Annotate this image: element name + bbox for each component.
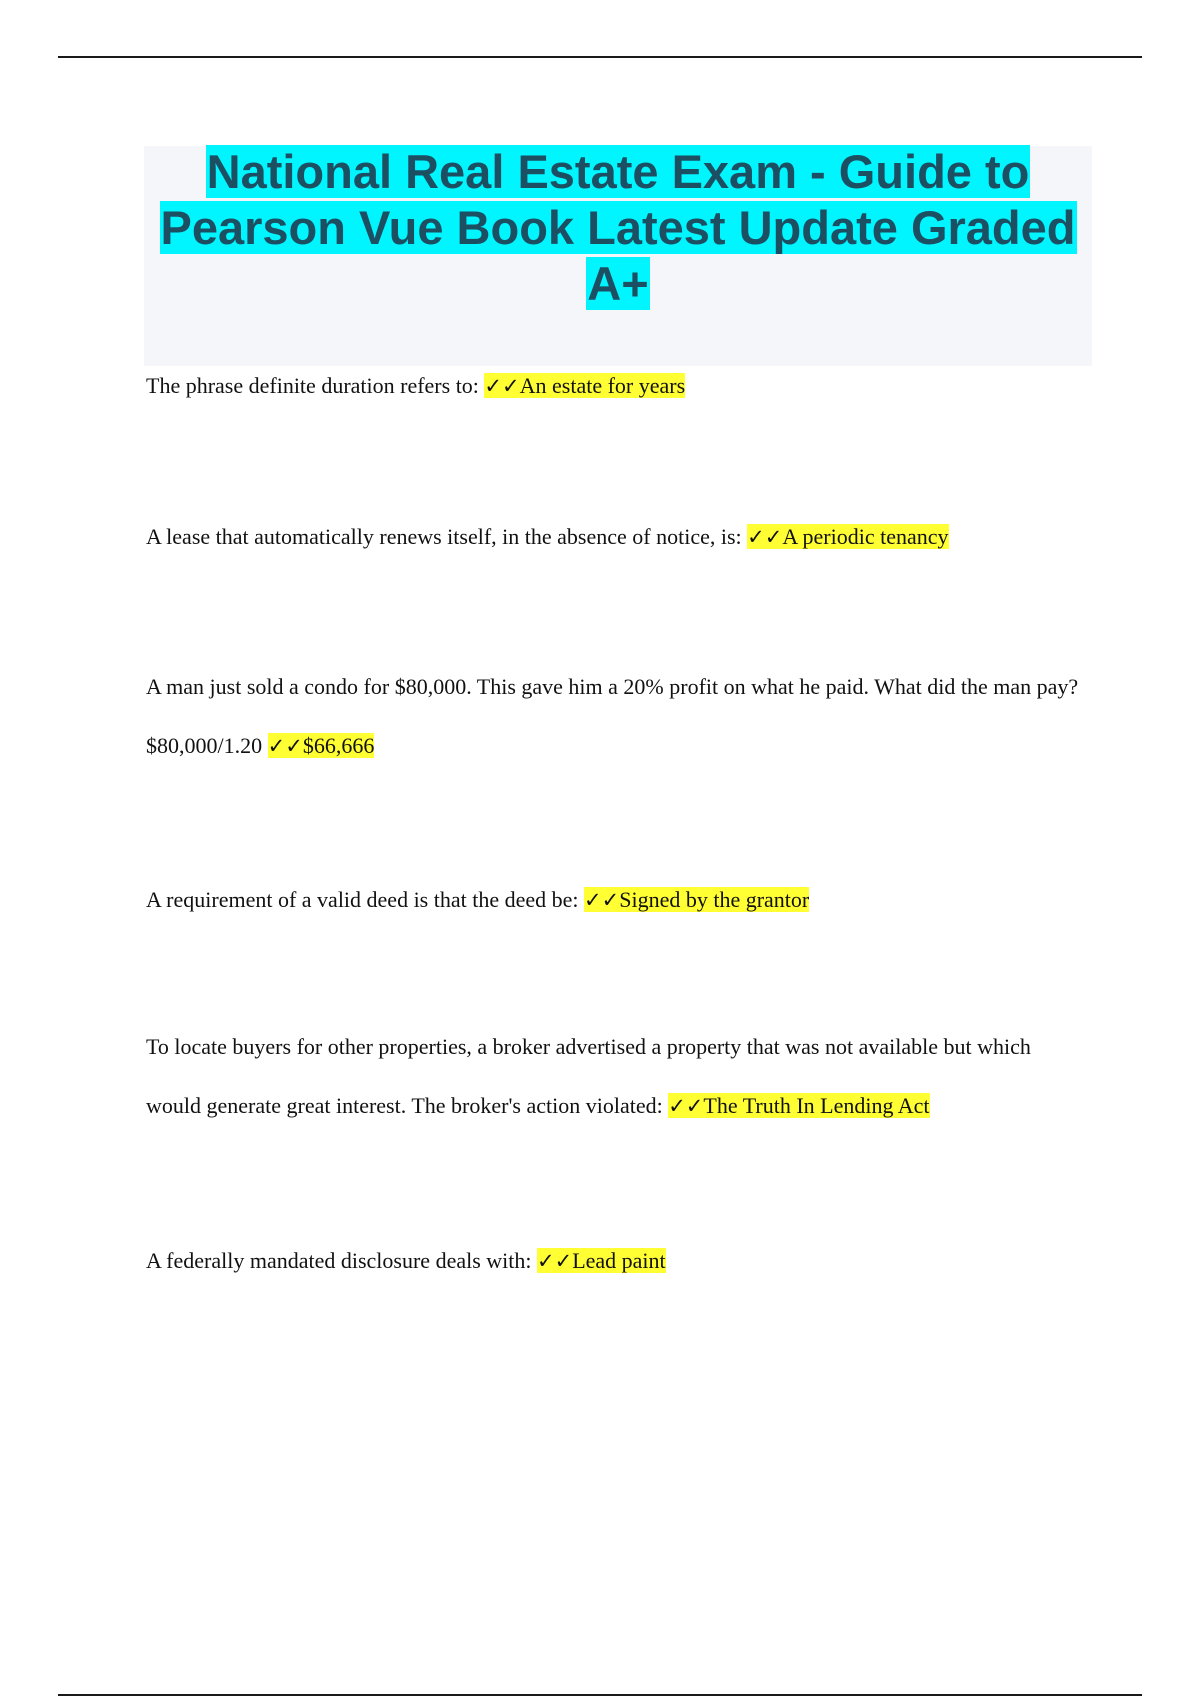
question-text: The phrase definite duration refers to: bbox=[146, 373, 479, 398]
qa-item-2 bbox=[146, 507, 1086, 567]
double-check-icon: ✓✓ bbox=[584, 888, 620, 912]
answer-highlight bbox=[484, 373, 685, 398]
qa-item-1 bbox=[146, 356, 1086, 416]
double-check-icon: ✓✓ bbox=[747, 525, 783, 549]
document-title bbox=[144, 144, 1092, 312]
double-check-icon: ✓✓ bbox=[668, 1094, 704, 1118]
question-text: A man just sold a condo for $80,000. This gave him a 20% profit on what he paid. What did the man pay? $80,000/1.20 bbox=[146, 674, 1079, 758]
answer-highlight bbox=[537, 1248, 666, 1273]
answer-text: An estate for years bbox=[519, 373, 686, 398]
double-check-icon: ✓✓ bbox=[537, 1249, 573, 1273]
answer-highlight bbox=[268, 733, 375, 758]
answer-highlight bbox=[668, 1093, 929, 1118]
answer-text: $66,666 bbox=[302, 733, 375, 758]
qa-item-4 bbox=[146, 870, 1086, 930]
double-check-icon: ✓✓ bbox=[484, 374, 520, 398]
answer-text: Signed by the grantor bbox=[619, 887, 810, 912]
qa-item-3 bbox=[146, 657, 1086, 776]
answer-text: Lead paint bbox=[572, 1248, 666, 1273]
double-check-icon: ✓✓ bbox=[267, 734, 303, 758]
qa-item-5 bbox=[146, 1017, 1086, 1136]
answer-highlight bbox=[747, 524, 948, 549]
question-text: To locate buyers for other properties, a broker advertised a property that was not available but which would generate great interest. The broker's action violated: bbox=[146, 1034, 1031, 1118]
title-highlight: National Real Estate Exam - Guide to Pearson Vue Book Latest Update Graded A+ bbox=[160, 145, 1076, 310]
top-rule bbox=[58, 56, 1142, 58]
question-text: A requirement of a valid deed is that the deed be: bbox=[146, 887, 579, 912]
qa-item-6 bbox=[146, 1231, 1086, 1291]
answer-text: The Truth In Lending Act bbox=[703, 1093, 930, 1118]
answer-highlight bbox=[584, 887, 809, 912]
question-text: A lease that automatically renews itself, in the absence of notice, is: bbox=[146, 524, 742, 549]
answer-text: A periodic tenancy bbox=[782, 524, 949, 549]
question-text: A federally mandated disclosure deals with: bbox=[146, 1248, 532, 1273]
bottom-rule bbox=[58, 1694, 1142, 1696]
